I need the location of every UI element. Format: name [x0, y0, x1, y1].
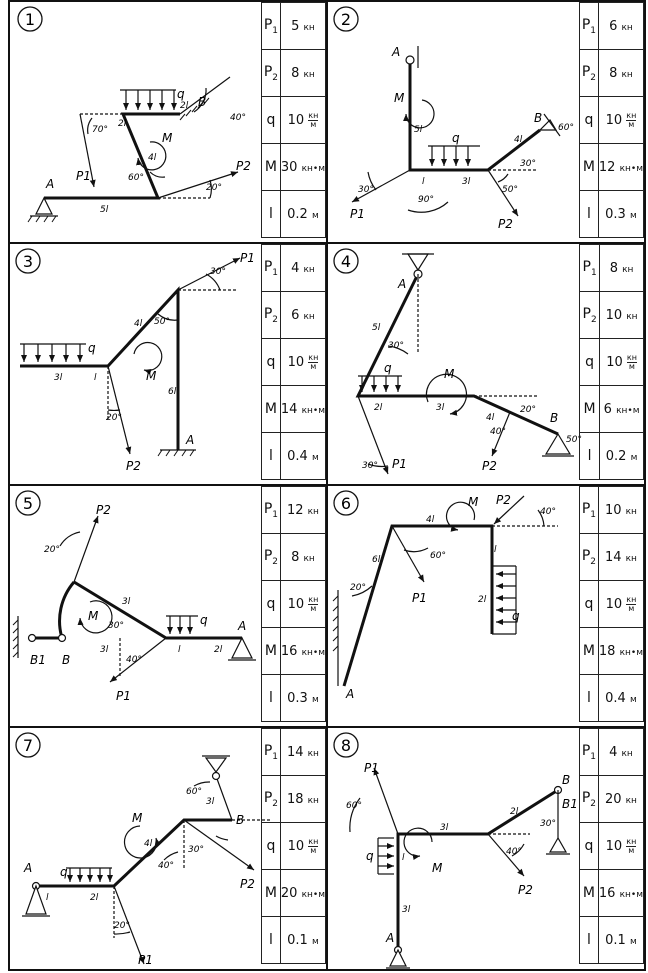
label-M: M — [162, 131, 173, 145]
label-A: A — [238, 619, 247, 633]
problem-4-panel — [326, 242, 646, 486]
problem-3-panel — [8, 242, 328, 486]
label-P2: P2 — [126, 459, 141, 473]
label-A: A — [398, 277, 407, 291]
angle-90: 90° — [418, 195, 434, 205]
problem-4-params-table: $P_1$ 8 кн $P_2$ 10 кн q 10 $\frac{кн}{м}$ M 6 кн•м l 0.2 м — [579, 244, 644, 480]
len-3l-b: 3l — [100, 645, 109, 655]
len-l: l — [178, 645, 181, 655]
len-l: l — [94, 373, 97, 383]
label-M: M — [468, 495, 479, 509]
label-P1: P1 — [240, 251, 255, 265]
len-4l: 4l — [144, 839, 153, 849]
len-3l: 3l — [206, 797, 215, 807]
angle-20: 20° — [520, 405, 536, 415]
label-B: B — [550, 411, 559, 425]
len-4l: 4l — [426, 515, 435, 525]
angle-60: 60° — [558, 123, 574, 133]
problem-2-params-table: $P_1$ 6 кн $P_2$ 8 кн q 10 $\frac{кн}{м}$ M 12 кн•м l 0.3 м — [579, 2, 644, 238]
label-P1: P1 — [138, 953, 153, 967]
problem-7-number: 7 — [22, 736, 34, 755]
len-5l: 5l — [372, 323, 381, 333]
len-4l: 4l — [148, 153, 157, 163]
len-5l: 5l — [100, 205, 109, 215]
label-q: q — [384, 361, 392, 375]
angle-30b: 30° — [362, 461, 378, 471]
label-B: B — [534, 111, 543, 125]
label-M: M — [432, 861, 443, 875]
len-l: l — [422, 177, 425, 187]
problem-3-params-table: $P_1$ 4 кн $P_2$ 6 кн q 10 $\frac{кн}{м}$ M 14 кн•м l 0.4 м — [261, 244, 326, 480]
label-q: q — [60, 865, 68, 879]
len-5l: 5l — [414, 125, 423, 135]
problem-6-params-table: $P_1$ 10 кн $P_2$ 14 кн q 10 $\frac{кн}{м}$ M 18 кн•м l 0.4 м — [579, 486, 644, 722]
angle-20: 20° — [106, 413, 122, 423]
angle-40: 40° — [230, 113, 246, 123]
label-q: q — [88, 341, 96, 355]
label-B1: B1 — [30, 653, 46, 667]
label-B: B — [562, 773, 571, 787]
angle-40: 40° — [506, 847, 522, 857]
len-2l: 2l — [374, 403, 383, 413]
angle-40: 40° — [540, 507, 556, 517]
len-2l: 2l — [510, 807, 519, 817]
label-P1: P1 — [76, 169, 91, 183]
label-q: q — [200, 613, 208, 627]
angle-30b: 30° — [520, 159, 536, 169]
len-2l: 2l — [214, 645, 223, 655]
len-3l: 3l — [54, 373, 63, 383]
problem-8-params-table: $P_1$ 4 кн $P_2$ 20 кн q 10 $\frac{кн}{м}$ M 16 кн•м l 0.1 м — [579, 728, 644, 964]
angle-50: 50° — [566, 435, 582, 445]
label-P2: P2 — [496, 493, 511, 507]
angle-60: 60° — [430, 551, 446, 561]
label-q: q — [366, 849, 374, 863]
len-4l: 4l — [486, 413, 495, 423]
angle-30: 30° — [188, 845, 204, 855]
problem-6-number: 6 — [340, 494, 352, 513]
label-B: B — [198, 95, 207, 109]
len-4l: 4l — [514, 135, 523, 145]
angle-20: 20° — [114, 921, 130, 931]
label-P2: P2 — [96, 503, 111, 517]
label-B1: B1 — [562, 797, 578, 811]
label-M: M — [132, 811, 143, 825]
angle-40: 40° — [126, 655, 142, 665]
len-2l-b: 2l — [180, 101, 189, 111]
len-6l: 6l — [168, 387, 177, 397]
angle-20: 20° — [206, 183, 222, 193]
label-A: A — [46, 177, 55, 191]
angle-30: 30° — [210, 267, 226, 277]
problem-5-number: 5 — [22, 494, 34, 513]
angle-70: 70° — [92, 125, 108, 135]
label-A: A — [392, 45, 401, 59]
angle-50: 50° — [502, 185, 518, 195]
problem-5-params-table: $P_1$ 12 кн $P_2$ 8 кн q 10 $\frac{кн}{м}$ M 16 кн•м l 0.3 м — [261, 486, 326, 722]
angle-60: 60° — [346, 801, 362, 811]
len-2l: 2l — [478, 595, 487, 605]
label-q: q — [512, 609, 520, 623]
problem-8-number: 8 — [340, 736, 352, 755]
angle-20: 20° — [44, 545, 60, 555]
angle-30: 30° — [358, 185, 374, 195]
angle-20: 20° — [350, 583, 366, 593]
label-M: M — [146, 369, 157, 383]
label-A: A — [186, 433, 195, 447]
label-M: M — [444, 367, 455, 381]
len-2l: 2l — [90, 893, 99, 903]
label-P1: P1 — [392, 457, 407, 471]
len-l: l — [46, 893, 49, 903]
label-B: B — [236, 813, 245, 827]
angle-40: 40° — [490, 427, 506, 437]
len-4l: 4l — [134, 319, 143, 329]
angle-50: 50° — [154, 317, 170, 327]
label-q: q — [177, 87, 185, 101]
angle-30: 30° — [540, 819, 556, 829]
angle-60: 60° — [128, 173, 144, 183]
problem-2-panel — [326, 0, 646, 244]
problem-6-panel — [326, 484, 646, 728]
label-P2: P2 — [240, 877, 255, 891]
problem-8-panel — [326, 726, 646, 971]
label-M: M — [88, 609, 99, 623]
label-M: M — [394, 91, 405, 105]
problem-7-panel — [8, 726, 328, 971]
label-P2: P2 — [482, 459, 497, 473]
len-3l: 3l — [436, 403, 445, 413]
label-A: A — [346, 687, 355, 701]
len-l: l — [402, 853, 405, 863]
label-A: A — [386, 931, 395, 945]
angle-30: 30° — [108, 621, 124, 631]
len-3l-a: 3l — [122, 597, 131, 607]
label-B: B — [62, 653, 71, 667]
len-6l: 6l — [372, 555, 381, 565]
len-2l-a: 2l — [118, 119, 127, 129]
angle-30: 30° — [388, 341, 404, 351]
label-P2: P2 — [518, 883, 533, 897]
len-3l-b: 3l — [402, 905, 411, 915]
label-P1: P1 — [412, 591, 427, 605]
len-l: l — [494, 545, 497, 555]
angle-40: 40° — [158, 861, 174, 871]
label-q: q — [452, 131, 460, 145]
label-A: A — [24, 861, 33, 875]
problem-3-number: 3 — [22, 252, 34, 271]
problem-5-panel — [8, 484, 328, 728]
problem-7-params-table: $P_1$ 14 кн $P_2$ 18 кн q 10 $\frac{кн}{м}$ M 20 кн•м l 0.1 м — [261, 728, 326, 964]
label-P2: P2 — [498, 217, 513, 231]
problem-1-panel — [8, 0, 328, 244]
label-P1: P1 — [116, 689, 131, 703]
problem-1-number: 1 — [24, 10, 36, 29]
len-3l-a: 3l — [440, 823, 449, 833]
angle-60: 60° — [186, 787, 202, 797]
problem-1-params-table: $P_1$ 5 кн $P_2$ 8 кн q 10 $\frac{кн}{м}$ M 30 кн•м l 0.2 м — [261, 2, 326, 238]
label-P1: P1 — [364, 761, 379, 775]
problem-4-number: 4 — [340, 252, 352, 271]
problem-2-number: 2 — [340, 10, 352, 29]
label-P2: P2 — [236, 159, 251, 173]
len-3l: 3l — [462, 177, 471, 187]
label-P1: P1 — [350, 207, 365, 221]
